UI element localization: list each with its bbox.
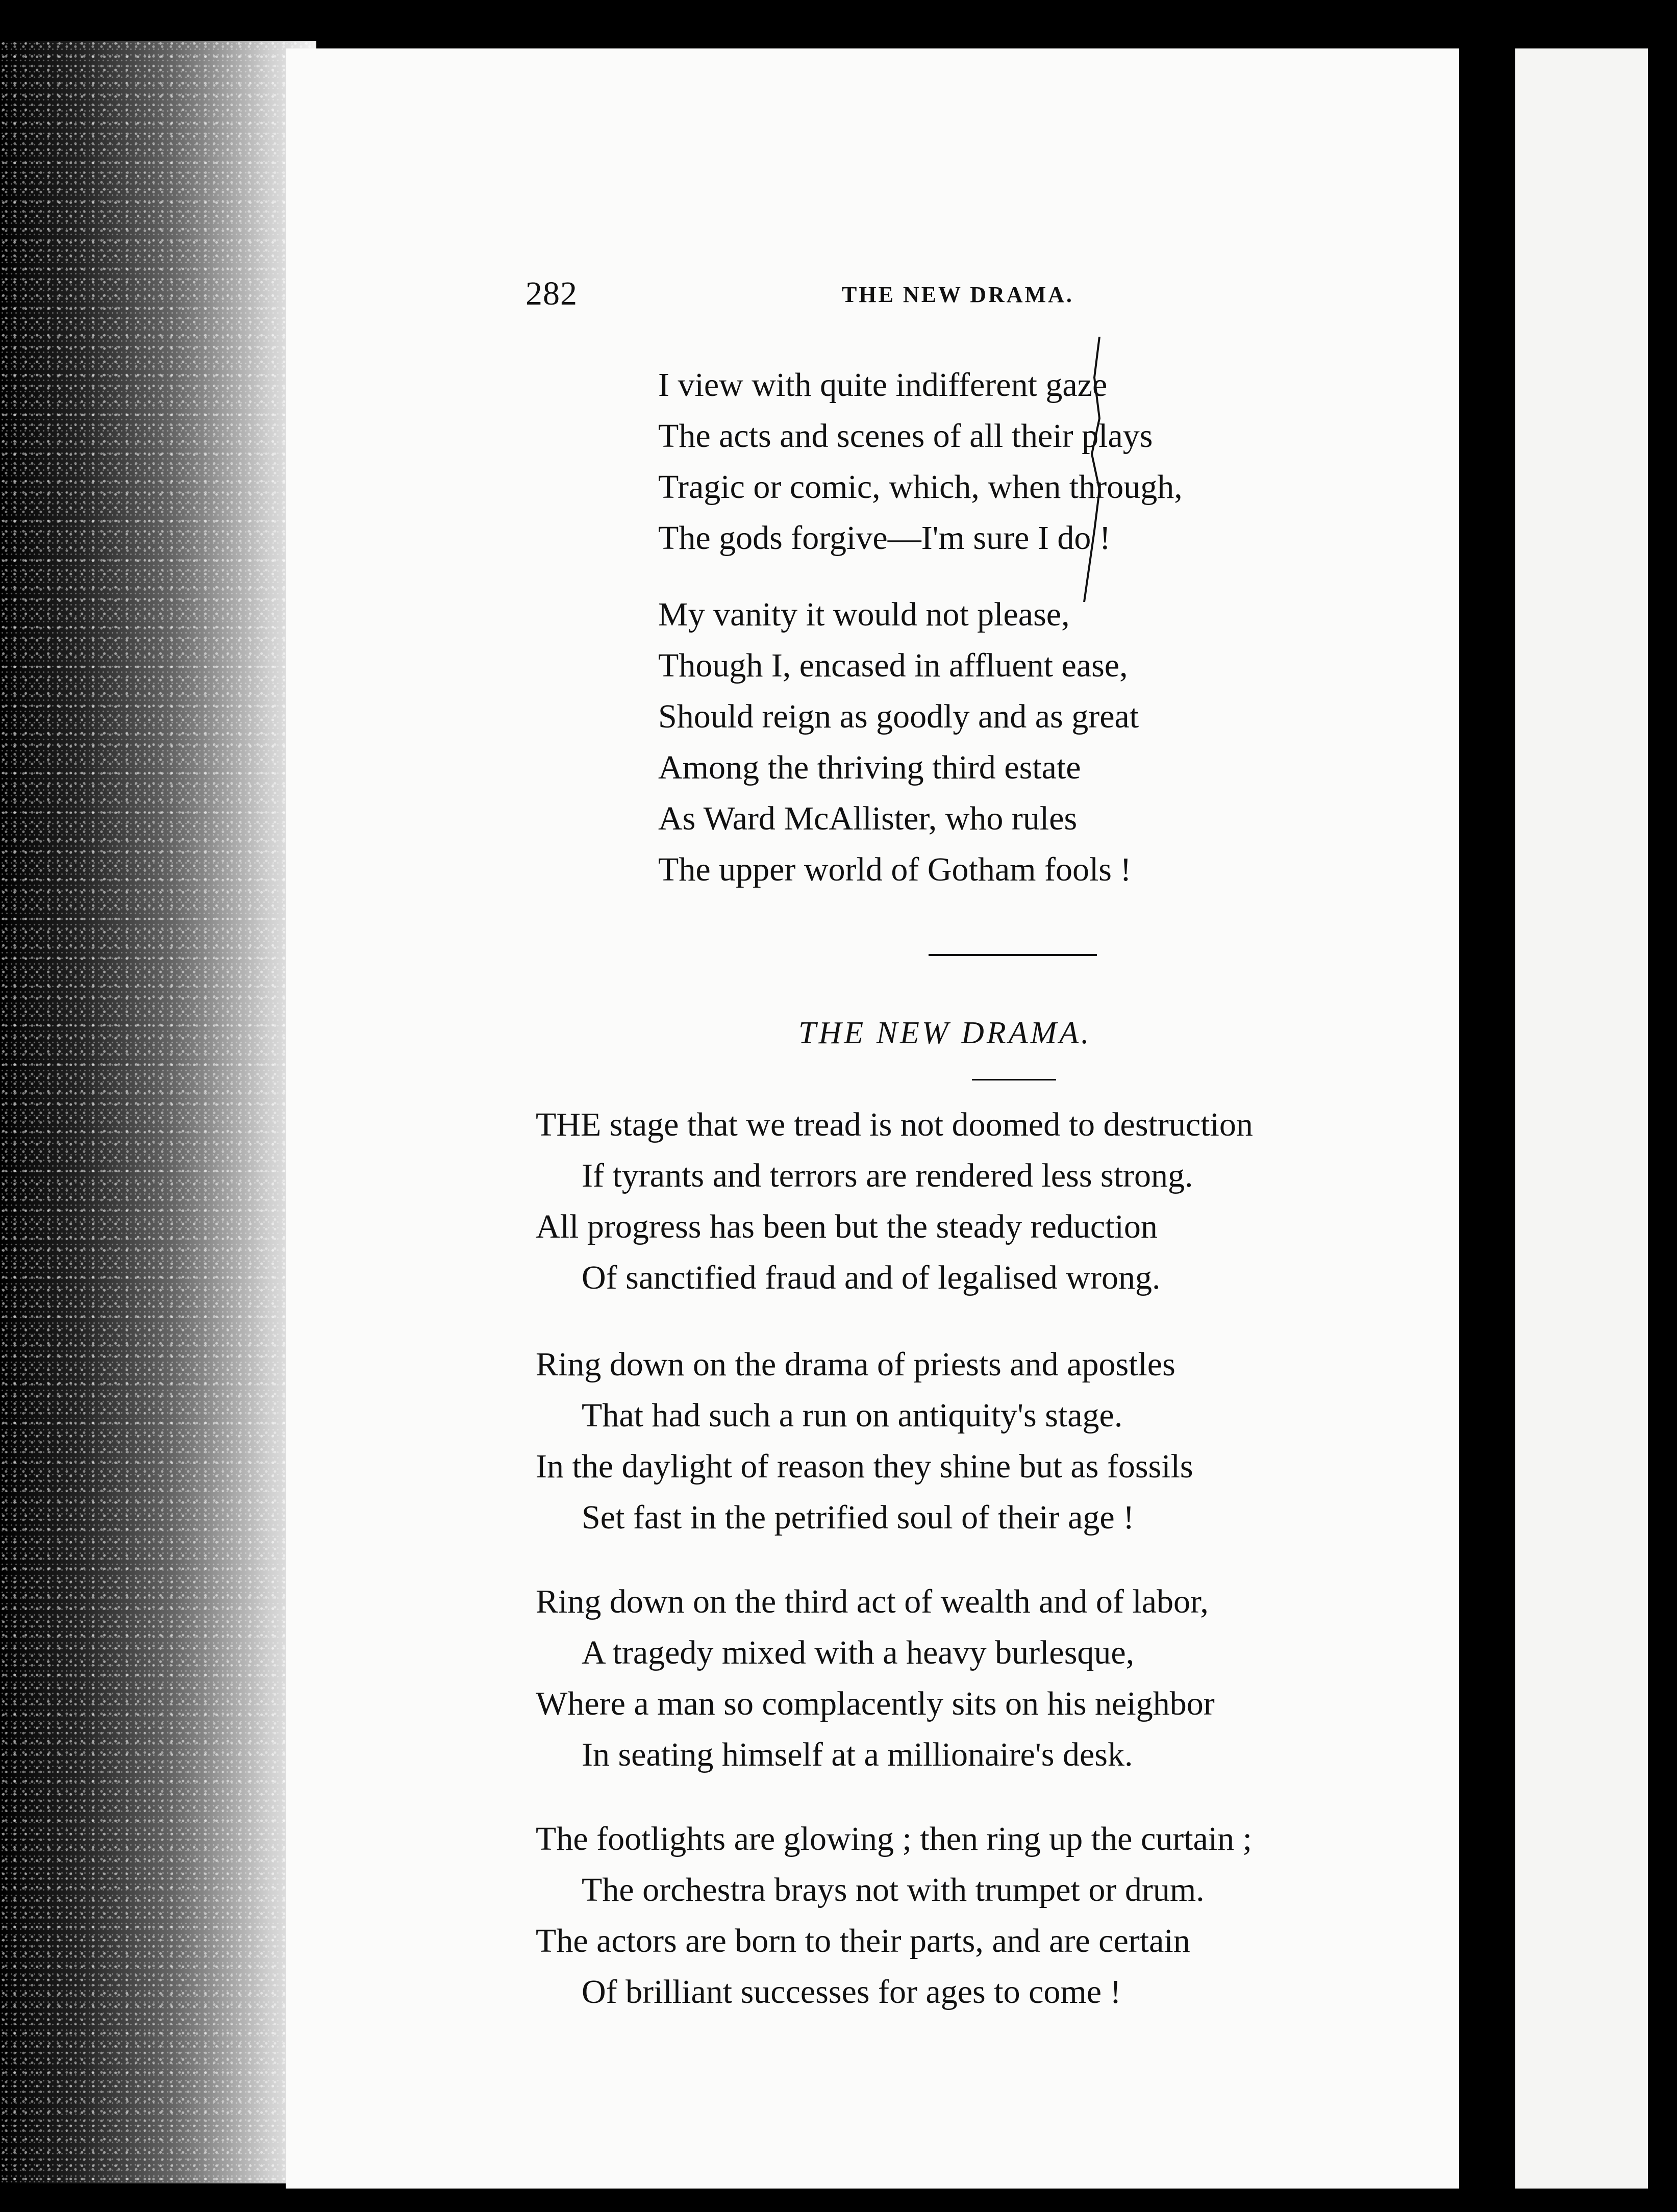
verse-line: Though I, encased in affluent ease,: [658, 647, 1128, 684]
new-poem-stanza-4: [536, 1814, 1252, 2018]
title-underline-rule: [972, 1079, 1056, 1080]
verse-line: Of sanctified fraud and of legalised wrong.: [582, 1259, 1161, 1296]
verse-line: In the daylight of reason they shine but as fossils: [536, 1448, 1193, 1485]
verse-line: THE stage that we tread is not doomed to destruction: [536, 1106, 1253, 1143]
book-gutter-shadow: [0, 41, 316, 2183]
verse-line: The upper world of Gotham fools !: [658, 851, 1132, 888]
verse-line: That had such a run on antiquity's stage.: [582, 1397, 1123, 1434]
verse-line: All progress has been but the steady reduction: [536, 1208, 1158, 1245]
new-poem-stanza-2: [536, 1339, 1193, 1543]
verse-line: Ring down on the third act of wealth and of labor,: [536, 1583, 1209, 1620]
section-divider-rule: [929, 954, 1097, 956]
new-poem-stanza-1: [536, 1099, 1253, 1303]
poem-title: THE NEW DRAMA.: [798, 1016, 1092, 1050]
verse-line: Should reign as goodly and as great: [658, 698, 1139, 735]
facing-page-sliver: [1515, 48, 1648, 2189]
verse-line: As Ward McAllister, who rules: [658, 800, 1078, 837]
new-poem-stanza-3: [536, 1576, 1215, 1780]
running-head: [525, 274, 1189, 315]
verse-line: My vanity it would not please,: [658, 596, 1070, 633]
verse-line: The acts and scenes of all their plays: [658, 417, 1153, 455]
page-number: 282: [525, 275, 578, 312]
verse-line: The gods forgive—I'm sure I do !: [658, 519, 1111, 557]
verse-line: In seating himself at a millionaire's desk.: [582, 1736, 1133, 1773]
verse-line: The actors are born to their parts, and are certain: [536, 1922, 1190, 1959]
verse-line: A tragedy mixed with a heavy burlesque,: [582, 1634, 1135, 1671]
verse-line: Of brilliant successes for ages to come !: [582, 1973, 1121, 2010]
verse-line: Tragic or comic, which, when through,: [658, 468, 1183, 506]
verse-line: Where a man so complacently sits on his neighbor: [536, 1685, 1215, 1722]
running-head-title: THE NEW DRAMA.: [842, 282, 1074, 307]
verse-line: I view with quite indifferent gaze: [658, 366, 1108, 404]
page-edge-shadow: [1459, 48, 1515, 2189]
verse-line: The orchestra brays not with trumpet or drum.: [582, 1871, 1205, 1908]
poem-tail-stanza-1: [658, 360, 1183, 564]
verse-line: The footlights are glowing ; then ring up the curtain ;: [536, 1820, 1253, 1857]
poem-tail-stanza-2: [658, 589, 1139, 895]
verse-line: Ring down on the drama of priests and apostles: [536, 1346, 1175, 1383]
verse-line: If tyrants and terrors are rendered less strong.: [582, 1157, 1193, 1194]
verse-line: Among the thriving third estate: [658, 749, 1081, 786]
verse-line: Set fast in the petrified soul of their age !: [582, 1499, 1135, 1536]
